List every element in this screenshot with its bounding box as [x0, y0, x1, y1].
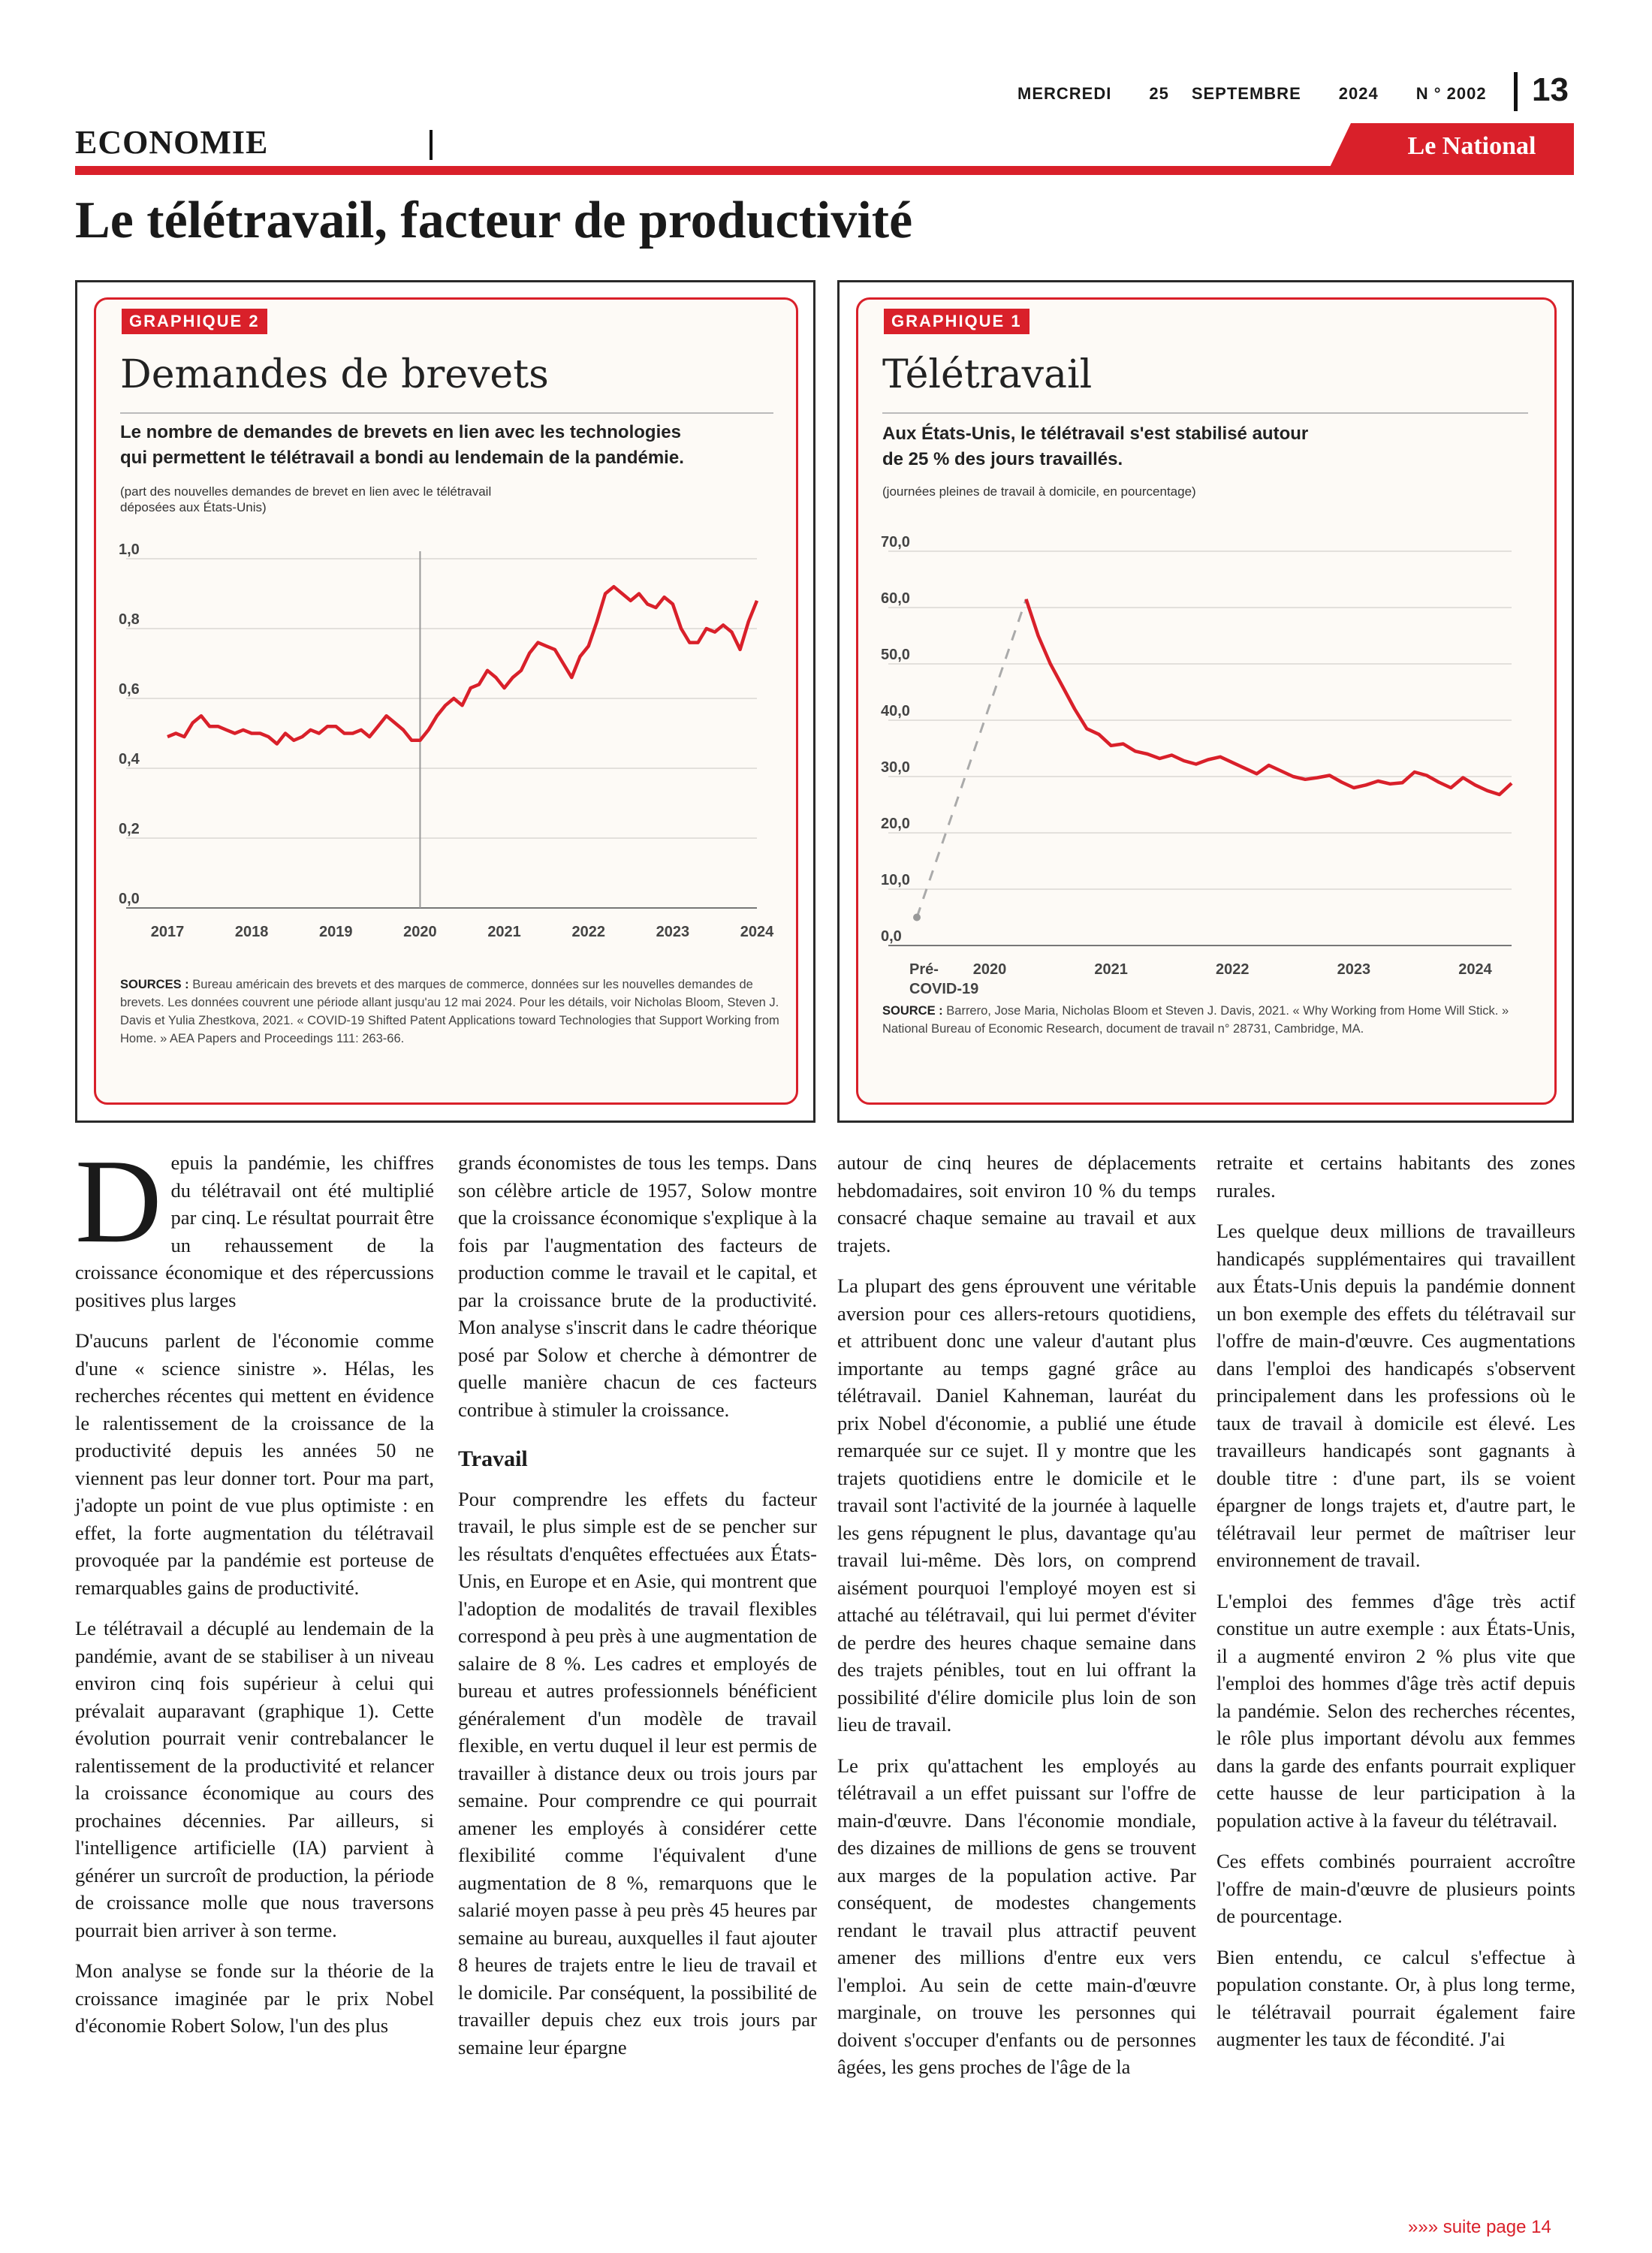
series-line [1026, 599, 1512, 795]
section-divider [430, 130, 433, 160]
chart-frame-teletravail [837, 280, 1574, 1123]
article-paragraph: Ces effets combinés pourraient accroître l'offre de main-d'œuvre de plusieurs points de pourcentage. [1216, 1850, 1575, 1927]
article-column-3 [837, 1149, 1196, 2095]
x-tick-label: 2020 [972, 961, 1007, 978]
article-paragraph: retraite et certains habitants des zones rurales. [1216, 1151, 1575, 1202]
article-paragraph: Bien entendu, ce calcul s'effectue à population constante. Or, à plus long terme, le télétravail pourrait également faire augmenter les taux de fécondité. J'ai [1216, 1945, 1575, 2050]
x-tick-label: 2017 [150, 924, 185, 940]
article-paragraph: D'aucuns parlent de l'économie comme d'une « science sinistre ». Hélas, les recherches récentes qui mettent en évidence le ralentissement de la croissance de la productivité depuis les années 50 ne viennent pas leur donner tort. Pour ma part, j'adopte un point de vue plus optimiste : en effet, la forte augmentation du télétravail provoquée par la pandémie est porteuse de remarquables gains de productivité. [75, 1329, 434, 1599]
teletravail-line-chart [858, 514, 1554, 997]
chart-rule [120, 412, 773, 414]
date-year: 2024 [1338, 84, 1379, 103]
chart-badge: GRAPHIQUE 2 [122, 309, 267, 334]
chart-title: Demandes de brevets [120, 352, 549, 397]
pre-covid-label: Pré- [909, 961, 939, 978]
y-tick-label: 0,0 [119, 891, 140, 907]
x-tick-label: 2023 [1337, 961, 1371, 978]
y-tick-label: 0,0 [881, 928, 902, 945]
article-column-4 [1216, 1149, 1575, 2067]
article-headline: Le télétravail, facteur de productivité [75, 192, 913, 249]
chart-note: (part des nouvelles demandes de brevet en lien avec le télétravail déposées aux États-Unis) [120, 484, 492, 514]
x-tick-label: 2023 [656, 924, 690, 940]
chart-card-brevets [94, 297, 798, 1105]
pre-covid-label: COVID-19 [909, 981, 979, 997]
chart-subtitle: Le nombre de demandes de brevets en lien avec les technologies qui permettent le télétravail a bondi au lendemain de la pandémie. [120, 422, 684, 468]
drop-cap: D [75, 1134, 162, 1268]
x-tick-label: 2018 [234, 924, 269, 940]
chart-note: (journées pleines de travail à domicile, en pourcentage) [882, 484, 1196, 499]
x-tick-label: 2020 [403, 924, 437, 940]
article-paragraph: grands économistes de tous les temps. Dans son célèbre article de 1957, Solow montre que la croissance économique s'explique à la fois par l'augmentation des facteurs de production comme le travail et le capital, et par la croissance brute de la productivité. Mon analyse s'inscrit dans le cadre théorique posé par Solow et cherche à démontrer de quelle manière chacun de ces facteurs contribue à stimuler la croissance. [458, 1151, 817, 1421]
patent-line-chart [96, 525, 796, 961]
page-number: 13 [1532, 71, 1569, 108]
x-tick-label: 2019 [319, 924, 353, 940]
trend-dashed-line [917, 599, 1026, 918]
y-tick-label: 0,8 [119, 611, 140, 628]
y-tick-label: 70,0 [881, 534, 910, 550]
y-tick-label: 60,0 [881, 590, 910, 607]
chart-badge: GRAPHIQUE 1 [884, 309, 1029, 334]
article-paragraph: Depuis la pandémie, les chiffres du télétravail ont été multiplié par cinq. Le résultat pourrait être un rehaussement de la croissance économique et des répercussions positives plus larges [75, 1134, 434, 1311]
y-tick-label: 0,2 [119, 821, 140, 837]
chart-sources: SOURCE : Barrero, Jose Maria, Nicholas Bloom et Steven J. Davis, 2021. « Why Working from Home Will Stick. » National Bureau of Economic Research, document de travail n° 28731, Cambridge, MA. [882, 1004, 1509, 1036]
chart-rule [882, 412, 1528, 414]
y-tick-label: 10,0 [881, 872, 910, 888]
chart-card-teletravail [856, 297, 1557, 1105]
article-column-1 [75, 1134, 434, 2053]
x-tick-label: 2021 [487, 924, 521, 940]
y-tick-label: 40,0 [881, 703, 910, 719]
x-tick-label: 2022 [571, 924, 605, 940]
chart-title: Télétravail [882, 352, 1093, 397]
chart-sources: SOURCES : Bureau américain des brevets et des marques de commerce, données sur les nouvelles demandes de brevets. Les données couvrent une période allant jusqu'au 12 mai 2024. Pour les détails, voir Nicholas Bloom, Steven J. Davis et Yulia Zhestkova, 2021. « COVID-19 Shifted Patent Applications toward Technologies that Support Working from Home. » AEA Papers and Proceedings 111: 263-66. [120, 978, 779, 1045]
series-line [167, 587, 757, 743]
y-tick-label: 50,0 [881, 647, 910, 663]
y-tick-label: 20,0 [881, 816, 910, 832]
x-tick-label: 2024 [740, 924, 774, 940]
brand-name: Le National [1407, 132, 1536, 160]
date-day: MERCREDI [1017, 84, 1112, 103]
article-paragraph: L'emploi des femmes d'âge très actif constitue un autre exemple : aux États-Unis, il a augmenté environ 2 % plus vite que l'emploi des hommes d'âge très actif depuis la pandémie. Selon des recherches récentes, le rôle plus important dévolu aux femmes dans la garde des enfants pourrait expliquer cette hausse de leur participation à la population active à la faveur du télétravail. [1216, 1589, 1575, 1832]
article-column-2 [458, 1149, 817, 2074]
issue-number: N ° 2002 [1415, 84, 1487, 103]
y-tick-label: 30,0 [881, 759, 910, 776]
article-paragraph: Le télétravail a décuplé au lendemain de la pandémie, avant de se stabiliser à un niveau environ cinq fois supérieur à celui qui prévalait auparavant (graphique 1). Cette évolution pourrait venir contrebalancer le ralentissement de la productivité et relancer la croissance économique au cours des prochaines décennies. Par ailleurs, si l'intelligence artificielle (IA) parvient à générer un surcroît de production, la période de croissance molle que nous traversons pourrait bien arriver à son terme. [75, 1617, 434, 1941]
y-tick-label: 0,6 [119, 681, 140, 698]
chart-frame-brevets [75, 280, 815, 1123]
section-title: ECONOMIE [75, 124, 269, 161]
article-paragraph: La plupart des gens éprouvent une véritable aversion pour ces allers-retours quotidiens, et attribuent donc une valeur d'autant plus importante au temps gagné grâce au télétravail. Daniel Kahneman, lauréat du prix Nobel d'économie, a publié une étude remarquée sur ce sujet. Il y montre que les trajets quotidiens entre le domicile et le travail sont l'activité de la journée à laquelle les gens répugnent le plus, davantage qu'au travail lui-même. Dès lors, on comprend aisément pourquoi l'employé moyen est si attaché au télétravail, qui lui permet d'éviter de perdre des heures chaque semaine dans des trajets pénibles, tout en lui offrant la possibilité d'élire domicile plus loin de son lieu de travail. [837, 1274, 1196, 1736]
issue-date [1017, 84, 1487, 104]
date-month: SEPTEMBRE [1191, 84, 1301, 103]
page-number-divider [1514, 72, 1518, 111]
article-paragraph: Mon analyse se fonde sur la théorie de la croissance imaginée par le prix Nobel d'économie Robert Solow, l'un des plus [75, 1959, 434, 2037]
chart-subtitle: Aux États-Unis, le télétravail s'est stabilisé autour de 25 % des jours travaillés. [882, 424, 1309, 469]
article-paragraph: Le prix qu'attachent les employés au télétravail a un effet puissant sur l'offre de main-d'œuvre. Dans l'économie mondiale, des dizaines de millions de gens se trouvent aux marges de la population active. Par conséquent, de modestes changements rendant le travail plus attractif peuvent amener des millions d'entre eux vers l'emploi. Au sein de cette main-d'œuvre marginale, on trouve les personnes qui doivent s'occuper d'enfants ou de personnes âgées, les gens proches de l'âge de la [837, 1754, 1196, 2078]
date-number: 25 [1149, 84, 1169, 103]
article-paragraph: Les quelque deux millions de travailleurs handicapés supplémentaires qui travaillent aux États-Unis depuis la pandémie donnent un bon exemple des effets du télétravail sur l'offre de main-d'œuvre. Ces augmentations dans l'emploi des handicapés s'observent principalement dans les professions où le taux de travail à domicile est élevé. Les travailleurs handicapés sont gagnants à double titre : d'une part, ils se voient épargner de longs trajets et, d'autre part, le télétravail leur permet de maîtriser leur environnement de travail. [1216, 1220, 1575, 1571]
x-tick-label: 2021 [1094, 961, 1128, 978]
x-tick-label: 2024 [1458, 961, 1492, 978]
x-tick-label: 2022 [1215, 961, 1250, 978]
article-paragraph: autour de cinq heures de déplacements hebdomadaires, soit environ 10 % du temps consacré chaque semaine au travail et aux trajets. [837, 1151, 1196, 1256]
continued-link[interactable]: »»» suite page 14 [1408, 2217, 1551, 2237]
y-tick-label: 0,4 [119, 751, 140, 768]
y-tick-label: 1,0 [119, 541, 140, 558]
article-subhead: Travail [458, 1446, 528, 1471]
pre-covid-point [913, 914, 921, 921]
article-paragraph: Pour comprendre les effets du facteur travail, le plus simple est de se pencher sur les résultats d'enquêtes effectuées aux États-Unis, en Europe et en Asie, qui montrent que l'adoption de modalités de travail flexibles correspond à peu près à une augmentation de salaire de 8 %. Les cadres et employés de bureau et autres professionnels bénéficient généralement d'un modèle de travail flexible, en vertu duquel il leur est permis de travailler à distance deux ou trois jours par semaine. Pour comprendre ce qui pourrait amener les employés à considérer cette flexibilité comme l'équivalent d'une augmentation de 8 %, remarquons que le salarié moyen passe à peu près 45 heures par semaine au bureau, auxquelles il faut ajouter 8 heures de trajets entre le lieu de travail et le domicile. Par conséquent, la possibilité de travailler depuis chez eux trois jours par semaine leur épargne [458, 1487, 817, 2058]
